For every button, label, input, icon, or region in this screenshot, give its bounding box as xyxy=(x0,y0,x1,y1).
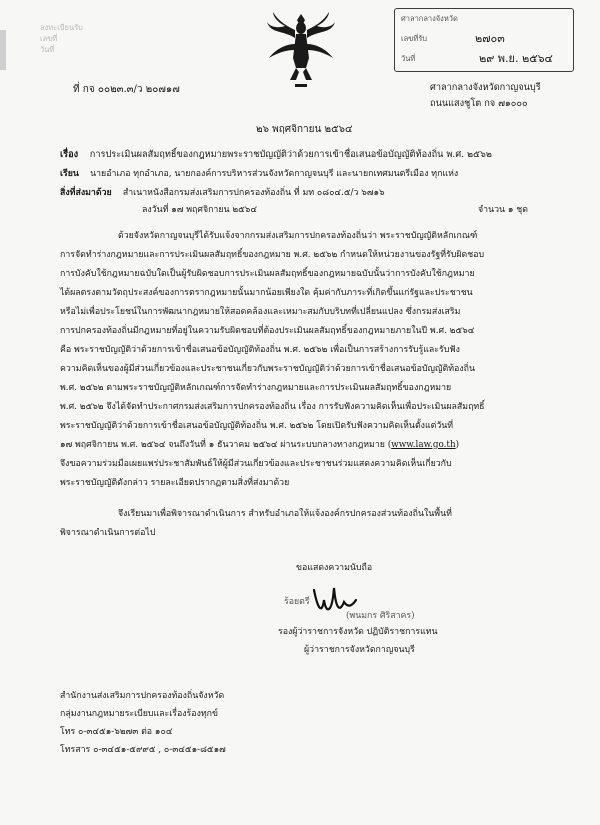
enclosure-label: สิ่งที่ส่งมาด้วย xyxy=(60,188,112,198)
margin-stamp xyxy=(40,22,83,55)
margin-stamp-line: เลขที่ xyxy=(40,34,58,43)
body-line: ด้วยจังหวัดกาญจนบุรีได้รับแจ้งจากกรมส่งเสริมการปกครองท้องถิ่นว่า พระราชบัญญัติหลักเกณฑ์ xyxy=(118,231,478,241)
law-website-link[interactable]: www.law.go.th xyxy=(391,440,456,450)
recipient-label: เรียน xyxy=(60,169,79,179)
body-line: พระราชบัญญัติดังกล่าว รายละเอียดปรากฏตามสิ่งที่ส่งมาด้วย xyxy=(60,478,290,488)
signer-name: (พนมกร ศิริสาคร) xyxy=(346,611,415,621)
recipient-text: นายอำเภอ ทุกอำเภอ, นายกองค์การบริหารส่วนจังหวัดกาญจนบุรี และนายกเทศมนตรีเมือง ทุกแห่ง xyxy=(90,169,459,179)
enclosure-text: สำเนาหนังสือกรมส่งเสริมการปกครองท้องถิ่น ที่ มท ๐๘๐๔.๕/ว ๖๗๑๖ xyxy=(122,188,385,198)
footer-phone: โทร ๐-๓๔๕๑-๖๒๗๓ ต่อ ๑๐๔ xyxy=(60,727,173,737)
subject-line xyxy=(60,149,492,161)
stamp-date: ๒๙ พ.ย. ๒๕๖๔ xyxy=(479,52,553,65)
letter-date: ๒๖ พฤศจิกายน ๒๕๖๔ xyxy=(256,124,353,135)
closing-line: จึงเรียนมาเพื่อพิจารณาดำเนินการ สำหรับอำเภอให้แจ้งองค์กรปกครองส่วนท้องถิ่นในพื้นที่ xyxy=(118,509,452,519)
stamp-office-label: ศาลากลางจังหวัด xyxy=(401,14,458,23)
body-line: พ.ศ. ๒๕๖๒ จึงได้จัดทำประกาศกรมส่งเสริมการปกครองท้องถิ่น เรื่อง การรับฟังความคิดเห็นเพื่อประเมินผลสัมฤทธิ์ xyxy=(60,402,485,412)
body-line: การปกครองท้องถิ่นมีกฎหมายที่อยู่ในความรับผิดชอบที่ต้องประเมินผลสัมฤทธิ์ของกฎหมายภายในปี พ.ศ. ๒๕๖๔ xyxy=(60,326,475,336)
subject-label: เรื่อง xyxy=(60,149,79,160)
body-line: ๑๗ พฤศจิกายน พ.ศ. ๒๕๖๔ จนถึงวันที่ ๑ ธันวาคม ๒๕๖๔ ผ่านระบบกลางทางกฎหมาย ( xyxy=(60,440,392,450)
footer-fax: โทรสาร ๐-๓๔๕๑-๕๙๙๕ , ๐-๓๔๕๑-๘๕๑๗ xyxy=(60,745,226,755)
footer-division: กลุ่มงานกฎหมายระเบียบและเรื่องร้องทุกข์ xyxy=(60,709,219,719)
margin-stamp-line: วันที่ xyxy=(40,45,55,54)
salutation: ขอแสดงความนับถือ xyxy=(296,563,373,573)
body-line: ความคิดเห็นของผู้มีส่วนเกี่ยวข้องและประชาชนเกี่ยวกับพระราชบัญญัติว่าด้วยการเข้าชื่อเสนอข้อบัญญัติท้องถิ่น xyxy=(60,364,475,374)
url-close-paren: ) xyxy=(455,440,460,450)
body-line-with-url xyxy=(60,439,459,451)
enclosure-line xyxy=(60,187,385,199)
body-line: หรือไม่เพื่อประโยชน์ในการพัฒนากฎหมายให้สอดคล้องและเหมาะสมกับบริบทที่เปลี่ยนแปลง ซึ่งกรมส่งเสริม xyxy=(60,307,461,317)
recipient-line xyxy=(60,168,458,180)
enclosure-date: ลงวันที่ ๑๗ พฤศจิกายน ๒๕๖๔ xyxy=(142,205,258,215)
body-line: พระราชบัญญัติว่าด้วยการเข้าชื่อเสนอข้อบัญญัติท้องถิ่น พ.ศ. ๒๕๖๒ โดยเปิดรับฟังความคิดเห็นตั้งแต่วันที่ xyxy=(60,421,454,431)
sender-address-line: ศาลากลางจังหวัดกาญจนบุรี xyxy=(430,82,541,93)
subject-text: การประเมินผลสัมฤทธิ์ของกฎหมายพระราชบัญญัติว่าด้วยการเข้าชื่อเสนอข้อบัญญัติท้องถิ่น พ.ศ. ๒๕๖๒ xyxy=(89,149,492,160)
stamp-number: ๒๗๐๓ xyxy=(475,32,505,45)
closing-line: พิจารณาดำเนินการต่อไป xyxy=(60,528,156,538)
margin-stamp-line: ลงทะเบียนรับ xyxy=(40,23,83,32)
page-edge-shadow xyxy=(0,30,6,70)
body-line: พ.ศ. ๒๕๖๒ ตามพระราชบัญญัติหลักเกณฑ์การจัดทำร่างกฎหมายและการประเมินผลสัมฤทธิ์ของกฎหมาย xyxy=(60,383,452,393)
body-line: การจัดทำร่างกฎหมายและการประเมินผลสัมฤทธิ์ของกฎหมาย พ.ศ. ๒๕๖๒ กำหนดให้หน่วยงานของรัฐที่รับผิดชอบ xyxy=(60,250,485,260)
body-line: จึงขอความร่วมมือเผยแพร่ประชาสัมพันธ์ให้ผู้มีส่วนเกี่ยวข้องและประชาชนร่วมแสดงความคิดเห็นเกี่ยวกับ xyxy=(60,459,452,469)
signer-title: ผู้ว่าราชการจังหวัดกาญจนบุรี xyxy=(304,645,415,655)
garuda-emblem-icon xyxy=(265,10,337,90)
signer-title: รองผู้ว่าราชการจังหวัด ปฏิบัติราชการแทน xyxy=(278,627,438,637)
stamp-number-label: เลขที่รับ xyxy=(401,34,428,43)
sender-address-line: ถนนแสงชูโต กจ ๗๑๐๐๐ xyxy=(430,98,528,109)
body-line: คือ พระราชบัญญัติว่าด้วยการเข้าชื่อเสนอข้อบัญญัติท้องถิ่น พ.ศ. ๒๕๖๒ เพื่อเป็นการสร้างการรับรู้และรับฟัง xyxy=(60,345,460,355)
document-number: ที่ กจ ๐๐๒๓.๓/ว ๒๐๗๑๗ xyxy=(73,84,180,95)
footer-office: สำนักงานส่งเสริมการปกครองท้องถิ่นจังหวัด xyxy=(60,691,225,701)
body-line: ได้ผลตรงตามวัตถุประสงค์ของการตรากฎหมายนั้นมากน้อยเพียงใด คุ้มค่ากับภาระที่เกิดขึ้นแก่รัฐและประชาชน xyxy=(60,288,473,298)
enclosure-count: จำนวน ๑ ชุด xyxy=(478,205,528,215)
stamp-date-label: วันที่ xyxy=(401,54,416,63)
body-line: การบังคับใช้กฎหมายฉบับใดเป็นผู้รับผิดชอบการประเมินผลสัมฤทธิ์ของกฎหมายฉบับนั้นว่าการบังคับใช้กฎหมาย xyxy=(60,269,475,279)
received-stamp xyxy=(394,8,574,72)
signer-rank: ร้อยตรี xyxy=(284,597,310,607)
